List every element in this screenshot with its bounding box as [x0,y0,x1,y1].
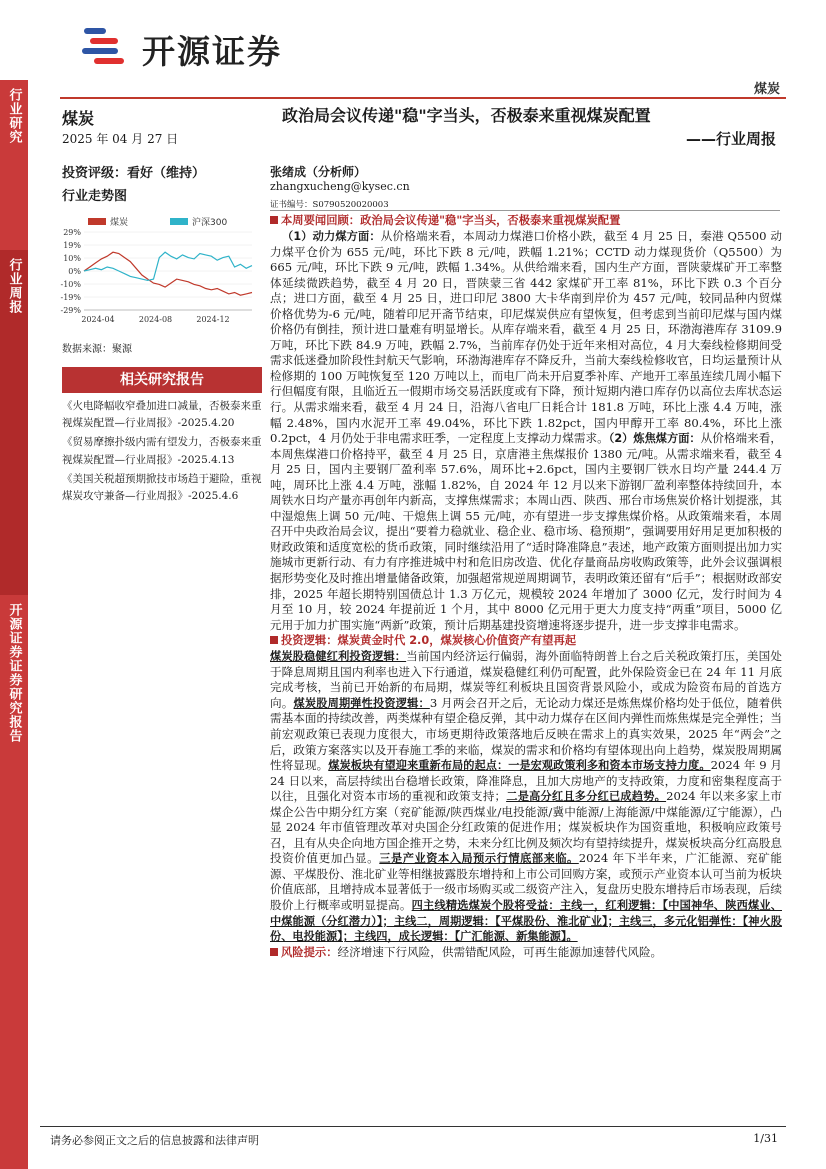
paragraph-text: 2024 年 9 月 24 日以来，高层持续出台稳增长政策，降准降息，且加大房地产的支持政策，力度和密集程度高于以往，且强化对资本市场的重视和政策支持； [270,758,782,804]
section-weekly-news [270,213,782,229]
side-tab-industry-research: 行业研究 [0,80,28,250]
section-bullet-icon [270,636,278,644]
section-risk [270,945,782,961]
paragraph-text: 当前国内经济运行偏弱，海外面临特朗普上台之后关税政策打压，美国处于降息周期且国内利率也进入下行通道，煤炭稳健红利仍可配置，此外保险资金已在 24 年 11 月底完成考核，当前已开始新的布局期，煤炭等红利板块且国资背景风险小，或成为险资布局的首选方向。 [270,649,782,710]
x-tick-label: 2024-08 [138,315,173,324]
brand-name: 开源证券 [142,32,282,71]
paragraph-text: 经济增速下行风险，供需错配风险，可再生能源加速替代风险。 [337,944,663,959]
related-report-item[interactable]: 《火电降幅收窄叠加进口减量，否极泰来重视煤炭配置—行业周报》-2025.4.20 [62,400,262,430]
y-tick-label: -19% [60,293,81,302]
industry-name: 煤炭 [62,109,95,128]
side-tab-report-source: 开源证券证券研究报告 [0,595,28,1169]
analyst-certificate: 证书编号：S0790520020003 [270,200,389,210]
paragraph-label: 煤炭板块有望迎来重新布局的起点：一是宏观政策利多和资本市场支持力度。 [328,759,711,773]
related-report-item[interactable]: 《贸易摩擦扑级内需有望发力，否极泰来重视煤炭配置—行业周报》-2025.4.13 [62,436,262,466]
paragraph-label: 煤炭股周期弹性投资逻辑： [293,696,430,710]
paragraph-thermal-coal [270,229,782,633]
related-reports-list [62,398,266,507]
investment-rating: 投资评级：看好（维持） [62,166,206,181]
paragraph-label: 四主线精选煤炭个股将受益：主线一，红利逻辑：【中国神华、陕西煤业、中煤能源（分红潜力）】；主线二，周期逻辑：【平煤股份、淮北矿业】；主线三，多元化铝弹性：【神火股份、电投能源】；主线四，成长逻辑：【广汇能源、新集能源】。 [270,898,782,944]
side-tab-weekly: 行业周报 [0,250,28,595]
x-tick-label: 2024-04 [81,315,115,324]
y-tick-label: 29% [63,228,81,237]
header-divider [60,97,786,99]
section-bullet-icon [270,948,278,956]
paragraph-label: （2）炼焦煤方面： [608,432,701,446]
series-line [84,252,252,295]
footer-disclaimer: 请务必参阅正文之后的信息披露和法律声明 [50,1134,259,1147]
section-heading: 投资逻辑：煤炭黄金时代 2.0，煤炭核心价值资产有望再起 [281,634,577,648]
paragraph-text: 从价格端来看，本周焦煤港口价格持平，截至 4 月 25 日，京唐港主焦煤报价 1380 元/吨。从需求端来看，截至 4 月 25 日，国内主要钢厂盈利率 57.6%，周环比+2.6pct，国内主要钢厂铁水日均产量 244.4 万吨，周环比上涨 4.4 万吨，涨幅 1.82%，自 2024 年 12 月以来下游钢厂盈利率整体持续回升，本周铁水日均产量亦再创年内新高，支撑焦煤需求；本周山西、陕西、邢台市场焦炭价格计划提涨，其中湿熄焦上调 50 元/吨、干熄焦上调 55 元/吨，亦有望进一步支撑焦煤价格。从政策端来看，本周召开中央政治局会议，提出“要着力稳就业、稳企业、稳市场、稳预期”，强调要用好用足更加积极的财政政策和适度宽松的货币政策，同时继续沿用了“适时降准降息”表述，地产政策方面则提出加力实施城市更新行动、有力有序推进城中村和危旧房改造、优化存量商品房收购政策等，此外会议强调根据形势变化及时推出增量储备政策，加强超常规逆周期调节，表明政策还留有“后手”；根据财政部安排，2025 年超长期特别国债总计 1.3 万亿元，规模较 2024 年增加了 3000 亿元，发行时间为 4 月至 10 月，较 2024 年提前近 1 个月，其中 8000 亿元用于更大力度支持“两重”项目，5000 亿元用于加力扩围实施“两新”政策，预计后期基建投资增速将逐步提升，进一步支撑非电需求。 [270,431,782,632]
y-tick-label: -10% [60,280,81,289]
page-number: 1/31 [753,1132,778,1145]
report-body [270,213,782,961]
legend-label: 沪深300 [192,218,228,228]
paragraph-investment-logic [270,649,782,944]
y-tick-label: 10% [63,254,81,263]
report-title: 政治局会议传递"稳"字当头，否极泰来重视煤炭配置 [282,106,651,125]
report-date: 2025 年 04 月 27 日 [62,132,179,146]
legend-swatch [88,218,106,225]
trend-chart-title: 行业走势图 [62,189,128,204]
paragraph-text: 3 月两会召开之后，无论动力煤还是炼焦煤价格均处于低位，随着供需基本面的持续改善，两类煤种有望企稳反弹，其中动力煤存在区间内弹性而炼焦煤是完全弹性；当前宏观政策已表现力度很大，市场更期待政策落地后反映在需求上的真实效果，2025 年“两会”之后，政策方案落实以及开春施工季的来临，煤炭的需求和价格均有望体现出向上趋势，煤炭股周期属性将显现。 [270,695,782,773]
y-tick-label: 19% [63,241,81,250]
analyst-name: 张绪成（分析师） [270,165,367,179]
report-subtitle: ——行业周报 [685,130,776,148]
section-heading: 本周要闻回顾：政治局会议传递"稳"字当头，否极泰来重视煤炭配置 [281,214,621,227]
paragraph-label: （1）动力煤方面： [282,230,381,243]
related-reports-title: 相关研究报告 [62,367,262,393]
paragraph-label: 三是产业资本入局预示行情底部来临。 [379,852,579,866]
paragraph-text: 2024 年以来多家上市煤企公告中期分红方案（兖矿能源/陕西煤业/电投能源/冀中能源/上海能源/中煤能源/辽宁能源），凸显 2024 年市值管理改革对央国企分红政策的促进作用；煤炭板块作为国资重地，积极响应政策号召，且有从央企向地方国企推开之势，未来分红比例及频次均有望持续提升，煤炭板块高分红高股息投资价值更加凸显。 [270,789,782,866]
legend-label: 煤炭 [110,218,129,228]
paragraph-text: 2024 年下半年来，广汇能源、兖矿能源、平煤股份、淮北矿业等相继披露股东增持和上市公司回购方案，或预示产业资本认可当前为板块价值底部，且增持成本显著低于一级市场购买或二级资产注入，复盘历史股东增持后市场表现，后续股价上行概率或明显提高。 [270,851,782,912]
y-tick-label: -29% [60,306,81,315]
series-line [84,252,252,280]
analyst-email[interactable]: zhangxucheng@kysec.cn [270,180,410,193]
section-bullet-icon [270,216,278,224]
chart-source: 数据来源：聚源 [62,344,132,355]
legend-swatch [170,218,188,225]
brand-logo-icon [80,22,138,72]
industry-trend-chart [58,212,258,336]
brand-logo [80,22,330,72]
y-tick-label: 0% [68,267,81,276]
paragraph-label: 煤炭股稳健红利投资逻辑： [270,650,407,664]
header-industry-tag: 煤炭 [753,82,780,97]
section-heading-wrap [270,946,338,959]
paragraph-label: 二是高分红且多分红已成趋势。 [506,790,667,804]
related-report-item[interactable]: 《美国关税超预期掀技市场趋于避险，重视煤炭攻守兼备—行业周报》-2025.4.6 [62,472,262,503]
title-divider [270,210,780,211]
section-heading: 风险提示： [281,945,338,959]
footer-divider [40,1126,786,1127]
section-investment-logic [270,633,782,649]
paragraph-text: 从价格端来看，本周动力煤港口价格小跌，截至 4 月 25 日，秦港 Q5500 动力煤平仓价为 655 元/吨，环比下跌 8 元/吨，跌幅 1.21%；CCTD 动力煤现货价（Q5500）为 665 元/吨，环比下跌 9 元/吨，跌幅 1.34%。从供给端来看，国内生产方面，晋陕蒙煤矿开工率整体延续微跌趋势，截至 4 月 20 日，晋陕蒙三省 442 家煤矿开工率 81%，环比下跌 0.3 个百分点；进口方面，截至 4 月 25 日，进口印尼 3800 大卡华南到岸价为 457 元/吨，较同品种内贸煤价格优势为-6 元/吨，随着印尼开斋节结束，印尼煤炭供应有望恢复，但考虑到当前印尼煤与国内煤价格仍有倒挂，预计进口量难有明显增长。从库存端来看，截至 4 月 25 日，环渤海港库存 3109.9 万吨，环比下跌 84.9 万吨，跌幅 2.7%，当前库存仍处于近年来相对高位，4 月大秦线检修期间受需求低迷叠加阶段性封航天气影响，环渤海港库存不降反升，当前大秦线检修收官，日均运量预计从检修期的 100 万吨恢复至 120 万吨以上，而电厂尚未开启夏季补库、产地开工率虽连续几周小幅下行但幅度有限，且临近五一假期市场交易活跃度或有下降，预计短期内港口库存仍以高位去库状态运行。从需求端来看，截至 4 月 24 日，沿海八省电厂日耗合计 181.8 万吨，环比上涨 4.4 万吨，涨幅 2.48%，国内水泥开工率 49.04%，环比下跌 1.82pct，国内甲醇开工率 80.4%，环比上涨 0.2pct，4 月仍处于非电需求旺季，一定程度上支撑动力煤需求。 [270,229,782,446]
x-tick-label: 2024-12 [196,315,230,324]
